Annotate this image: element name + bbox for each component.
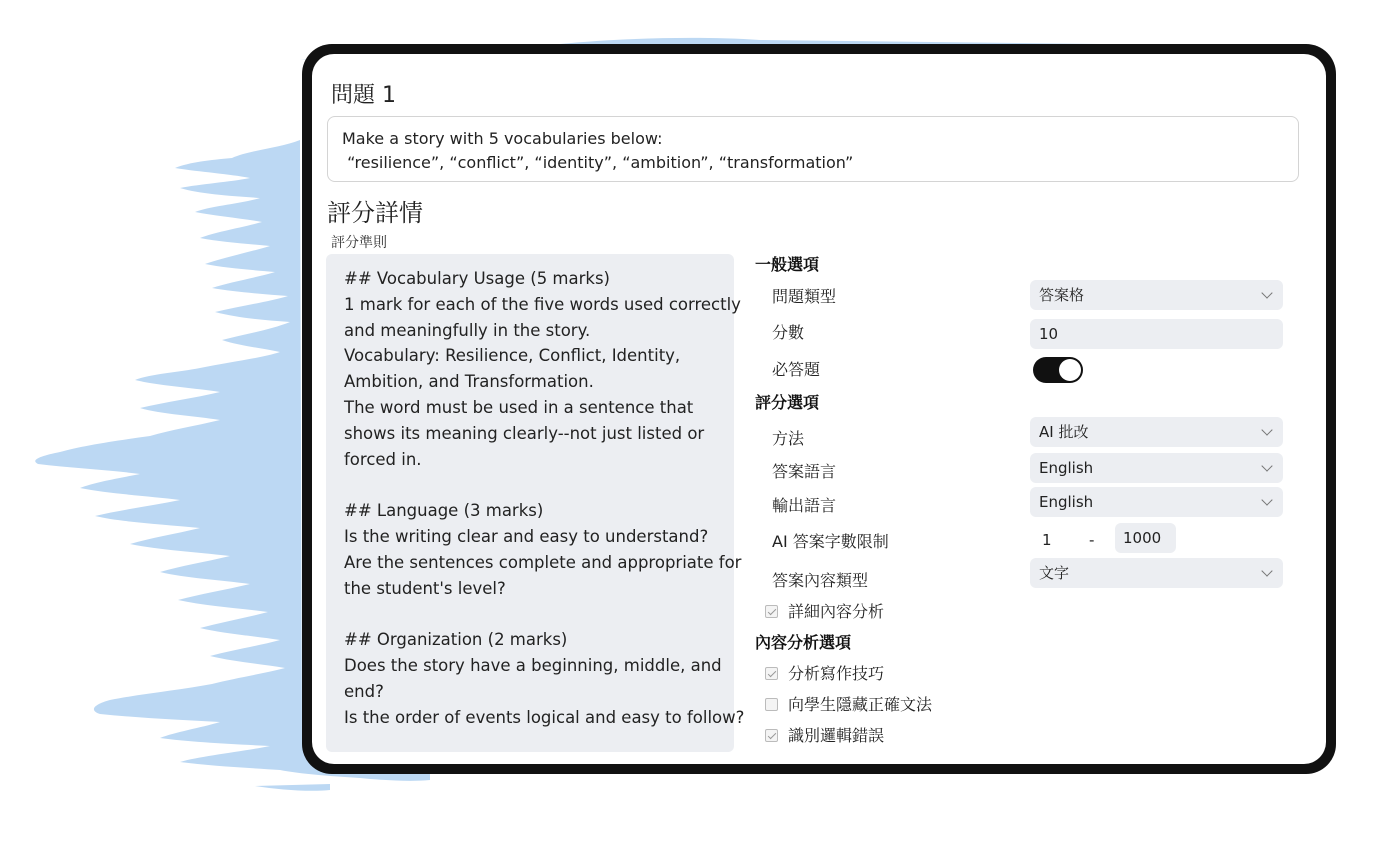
output-language-label: 輸出語言 xyxy=(772,496,837,515)
detailed-analysis-label: 詳細內容分析 xyxy=(788,602,885,621)
answer-language-label: 答案語言 xyxy=(772,462,837,481)
writing-skills-checkbox[interactable] xyxy=(765,667,778,680)
question-prompt-line: “resilience”, “conflict”, “identity”, “ambition”, “transformation” xyxy=(342,153,854,172)
hide-grammar-checkbox[interactable] xyxy=(765,698,778,711)
grading-details-title: 評分詳情 xyxy=(327,199,423,227)
method-select[interactable] xyxy=(1030,417,1283,447)
method-value: AI 批改 xyxy=(1039,423,1089,441)
required-label: 必答題 xyxy=(772,360,821,379)
rubric-line: forced in. xyxy=(344,449,422,469)
chevron-down-icon xyxy=(1261,565,1272,576)
rubric-line: ## Organization (2 marks) xyxy=(344,630,568,650)
rubric-textarea[interactable] xyxy=(326,254,745,752)
rubric-line: ## Vocabulary Usage (5 marks) xyxy=(344,269,610,288)
rubric-line xyxy=(344,472,716,498)
question-type-select[interactable] xyxy=(1030,280,1283,310)
rubric-line: Ambition, and Transformation. xyxy=(344,372,594,392)
rubric-line: Is the order of events logical and easy to follow? xyxy=(344,707,745,727)
chevron-down-icon xyxy=(1261,494,1272,505)
toggle-knob xyxy=(1059,359,1081,381)
logic-errors-label: 識別邏輯錯誤 xyxy=(788,726,885,745)
output-language-select[interactable] xyxy=(1030,487,1283,517)
general-options-title: 一般選項 xyxy=(755,255,820,274)
score-input[interactable]: 10 xyxy=(1030,319,1283,349)
rubric-line: The word must be used in a sentence that xyxy=(344,397,694,417)
required-toggle[interactable] xyxy=(1033,357,1083,383)
screen xyxy=(312,54,1326,764)
content-type-label: 答案內容類型 xyxy=(772,571,869,590)
word-limit-label: AI 答案字數限制 xyxy=(772,532,889,551)
rubric-line: Does the story have a beginning, middle, and xyxy=(344,655,722,675)
output-language-value: English xyxy=(1039,493,1094,511)
writing-skills-label: 分析寫作技巧 xyxy=(788,664,885,683)
rubric-line: end? xyxy=(344,681,384,701)
rubric-line: 1 mark for each of the five words used correctly xyxy=(344,294,741,314)
rubric-line: Vocabulary: Resilience, Conflict, Identity, xyxy=(344,346,681,366)
rubric-label: 評分準則 xyxy=(331,235,387,251)
rubric-line xyxy=(344,601,716,627)
chevron-down-icon xyxy=(1261,287,1272,298)
content-type-value: 文字 xyxy=(1039,564,1070,582)
question-prompt-box[interactable] xyxy=(327,116,1299,182)
question-type-value: 答案格 xyxy=(1039,286,1085,304)
question-prompt-line: Make a story with 5 vocabularies below: xyxy=(342,129,663,148)
answer-language-select[interactable] xyxy=(1030,453,1283,483)
logic-errors-checkbox[interactable] xyxy=(765,729,778,742)
method-label: 方法 xyxy=(772,429,805,448)
hide-grammar-label: 向學生隱藏正確文法 xyxy=(788,695,933,714)
rubric-line: Is the writing clear and easy to understand? xyxy=(344,526,709,546)
detailed-analysis-checkbox[interactable] xyxy=(765,605,778,618)
chevron-down-icon xyxy=(1261,460,1272,471)
detailed-analysis-option[interactable] xyxy=(765,599,884,622)
content-type-select[interactable] xyxy=(1030,558,1283,588)
rubric-line: and meaningfully in the story. xyxy=(344,320,591,340)
rubric-line: the student's level? xyxy=(344,578,506,598)
answer-language-value: English xyxy=(1039,459,1094,477)
content-analysis-options-title: 內容分析選項 xyxy=(755,633,852,652)
rubric-line: Are the sentences complete and appropriate for xyxy=(344,552,742,572)
hide-grammar-option[interactable] xyxy=(765,692,932,715)
chevron-down-icon xyxy=(1261,424,1272,435)
word-limit-max-input[interactable]: 1000 xyxy=(1115,523,1176,553)
word-limit-min-input[interactable]: 1 xyxy=(1042,531,1052,549)
logic-errors-option[interactable] xyxy=(765,723,884,746)
writing-skills-option[interactable] xyxy=(765,661,884,684)
rubric-line: ## Language (3 marks) xyxy=(344,501,544,521)
scoring-options-title: 評分選項 xyxy=(755,393,820,412)
question-title: 問題 1 xyxy=(331,83,396,108)
question-type-label: 問題類型 xyxy=(772,287,837,306)
word-limit-dash: - xyxy=(1089,531,1095,549)
tablet-frame xyxy=(302,44,1336,774)
rubric-line: shows its meaning clearly--not just listed or xyxy=(344,423,705,443)
score-label: 分數 xyxy=(772,323,805,342)
